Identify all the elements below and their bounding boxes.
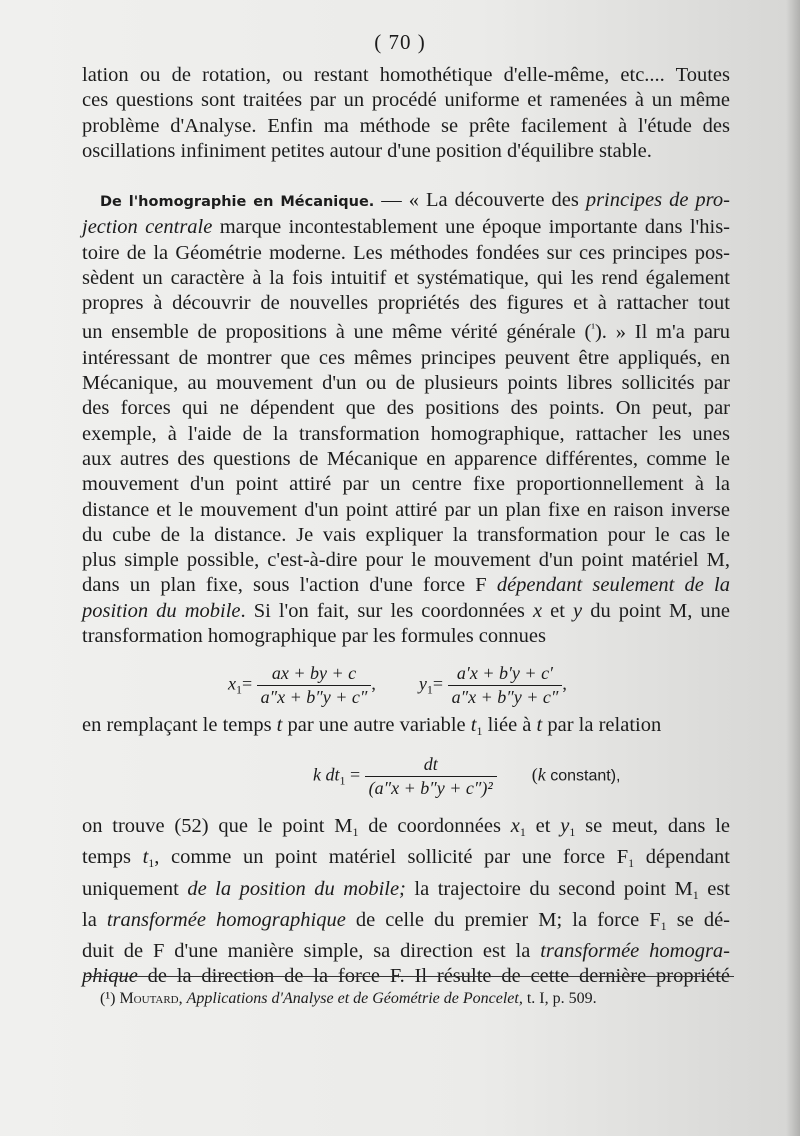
text-line: temps $t_1$, comme un point matériel sollicité par une force $F_1$ dépendant (82, 846, 731, 871)
footnote: (¹) Moutard, Applications d'Analyse et de Géométrie de Poncelet, t. I, p. 509. (100, 990, 597, 1007)
text-line: jection centrale marque incontestablement une époque importante dans l'his- (82, 216, 730, 239)
text-line: De l'homographie en Mécanique. — « La découverte des principes de pro- (100, 189, 730, 211)
footnote-title: Applications d'Analyse et de Géométrie de Poncelet, (186, 990, 523, 1007)
text-line: problème d'Analyse. Enfin ma méthode se prête facilement à l'étude des (82, 114, 730, 137)
text-line: distance et le mouvement d'un point attiré par un plan fixe en raison inverse (82, 498, 730, 521)
text-line: position du mobile. Si l'on fait, sur les coordonnées x et y du point M, une (82, 599, 730, 622)
fraction-y1: $\frac{a'x + b'y + c'}{a''x + b''y + c''}$ (448, 663, 563, 708)
footnote-rule (86, 976, 734, 977)
text-line: ces questions sont traitées par un procédé uniforme et ramenées à un même (82, 89, 730, 112)
text-line: duit de F d'une manière simple, sa direction est la transformée homogra- (82, 940, 730, 963)
text-line: dans un plan fixe, sous l'action d'une force F dépendant seulement de la (82, 574, 730, 597)
paragraph-homographie (82, 188, 730, 649)
fraction-dt: $\frac{dt}{\text{(a″x + b″y + c″)²}}$ (365, 754, 497, 799)
paragraph-conclusion (82, 814, 730, 990)
fraction-x1: $\frac{ax + by + c}{a''x + b''y + c''}$ (257, 663, 372, 708)
text-line: la transformée homographique de celle du premier M; la force $F_1$ se dé- (82, 908, 730, 933)
text-line: phique de la direction de la force F. Il résulte de cette dernière propriété (82, 965, 730, 988)
text-line: intéressant de montrer que ces mêmes principes peuvent être appliqués, en (82, 346, 730, 369)
text-line: on trouve (52) que le point $M_1$ de coordonnées $x_1$ et $y_1$ se meut, dans le (82, 815, 730, 839)
text-line: transformation homographique par les formules connues (82, 625, 546, 648)
text-line: exemple, à l'aide de la transformation homographique, rattacher les unes (82, 422, 730, 445)
text-line: plus simple possible, c'est-à-dire pour le mouvement d'un point matériel M, (82, 549, 730, 572)
footnote-ref: ¹ (591, 321, 595, 336)
text-line: toire de la Géométrie moderne. Les méthodes fondées sur ces principes pos- (82, 241, 730, 264)
paragraph-intro (82, 63, 730, 164)
text-line: mouvement d'un point attiré par un centre fixe proportionnellement à la (82, 473, 730, 496)
text-line: oscillations infiniment petites autour d'une position d'équilibre stable. (82, 139, 652, 162)
text-line: des forces qui ne dépendent que des positions des points. On peut, par (82, 397, 730, 420)
text-line: du cube de la distance. Je vais expliquer la transformation pour le cas le (82, 523, 730, 546)
text-line: propres à découvrir de nouvelles propriétés des figures et à rattacher tout (82, 292, 730, 315)
text-line: sèdent un caractère à la fois intuitif et systématique, qui les rend également (82, 266, 730, 289)
page-edge-shadow (786, 0, 800, 1136)
page-number: ( 70 ) (374, 30, 426, 54)
equation-time-relation: k $dt_1$ = $\frac{dt}{\text{(a″x + b″y + c″)²}}$ (k constant), (313, 754, 621, 798)
text-line: lation ou de rotation, ou restant homothétique d'elle-même, etc.... Toutes (82, 64, 730, 86)
text-line: aux autres des questions de Mécanique en apparence différentes, comme le (82, 447, 730, 470)
text-line: uniquement de la position du mobile; la trajectoire du second point $M_1$ est (82, 877, 730, 902)
paragraph-time-change (82, 713, 730, 744)
text-line: Mécanique, au mouvement d'un ou de plusieurs points libres sollicités par (82, 372, 730, 395)
section-heading: De l'homographie en Mécanique. (100, 194, 375, 210)
text-line: un ensemble de propositions à une même vérité générale ($^{^1}$). » Il m'a paru (82, 321, 730, 344)
text-line: en remplaçant le temps t par une autre variable $t_1$ liée à t par la relation (82, 714, 662, 738)
equation-homographic-transform: $x_1=$ $\frac{ax + by + c}{a''x + b''y + c''}$ , $y_1=$ $\frac{a'x + b'y + c'}{a''x + b''y + c''}$ , (228, 663, 567, 707)
footnote-author: Moutard, (119, 990, 183, 1007)
